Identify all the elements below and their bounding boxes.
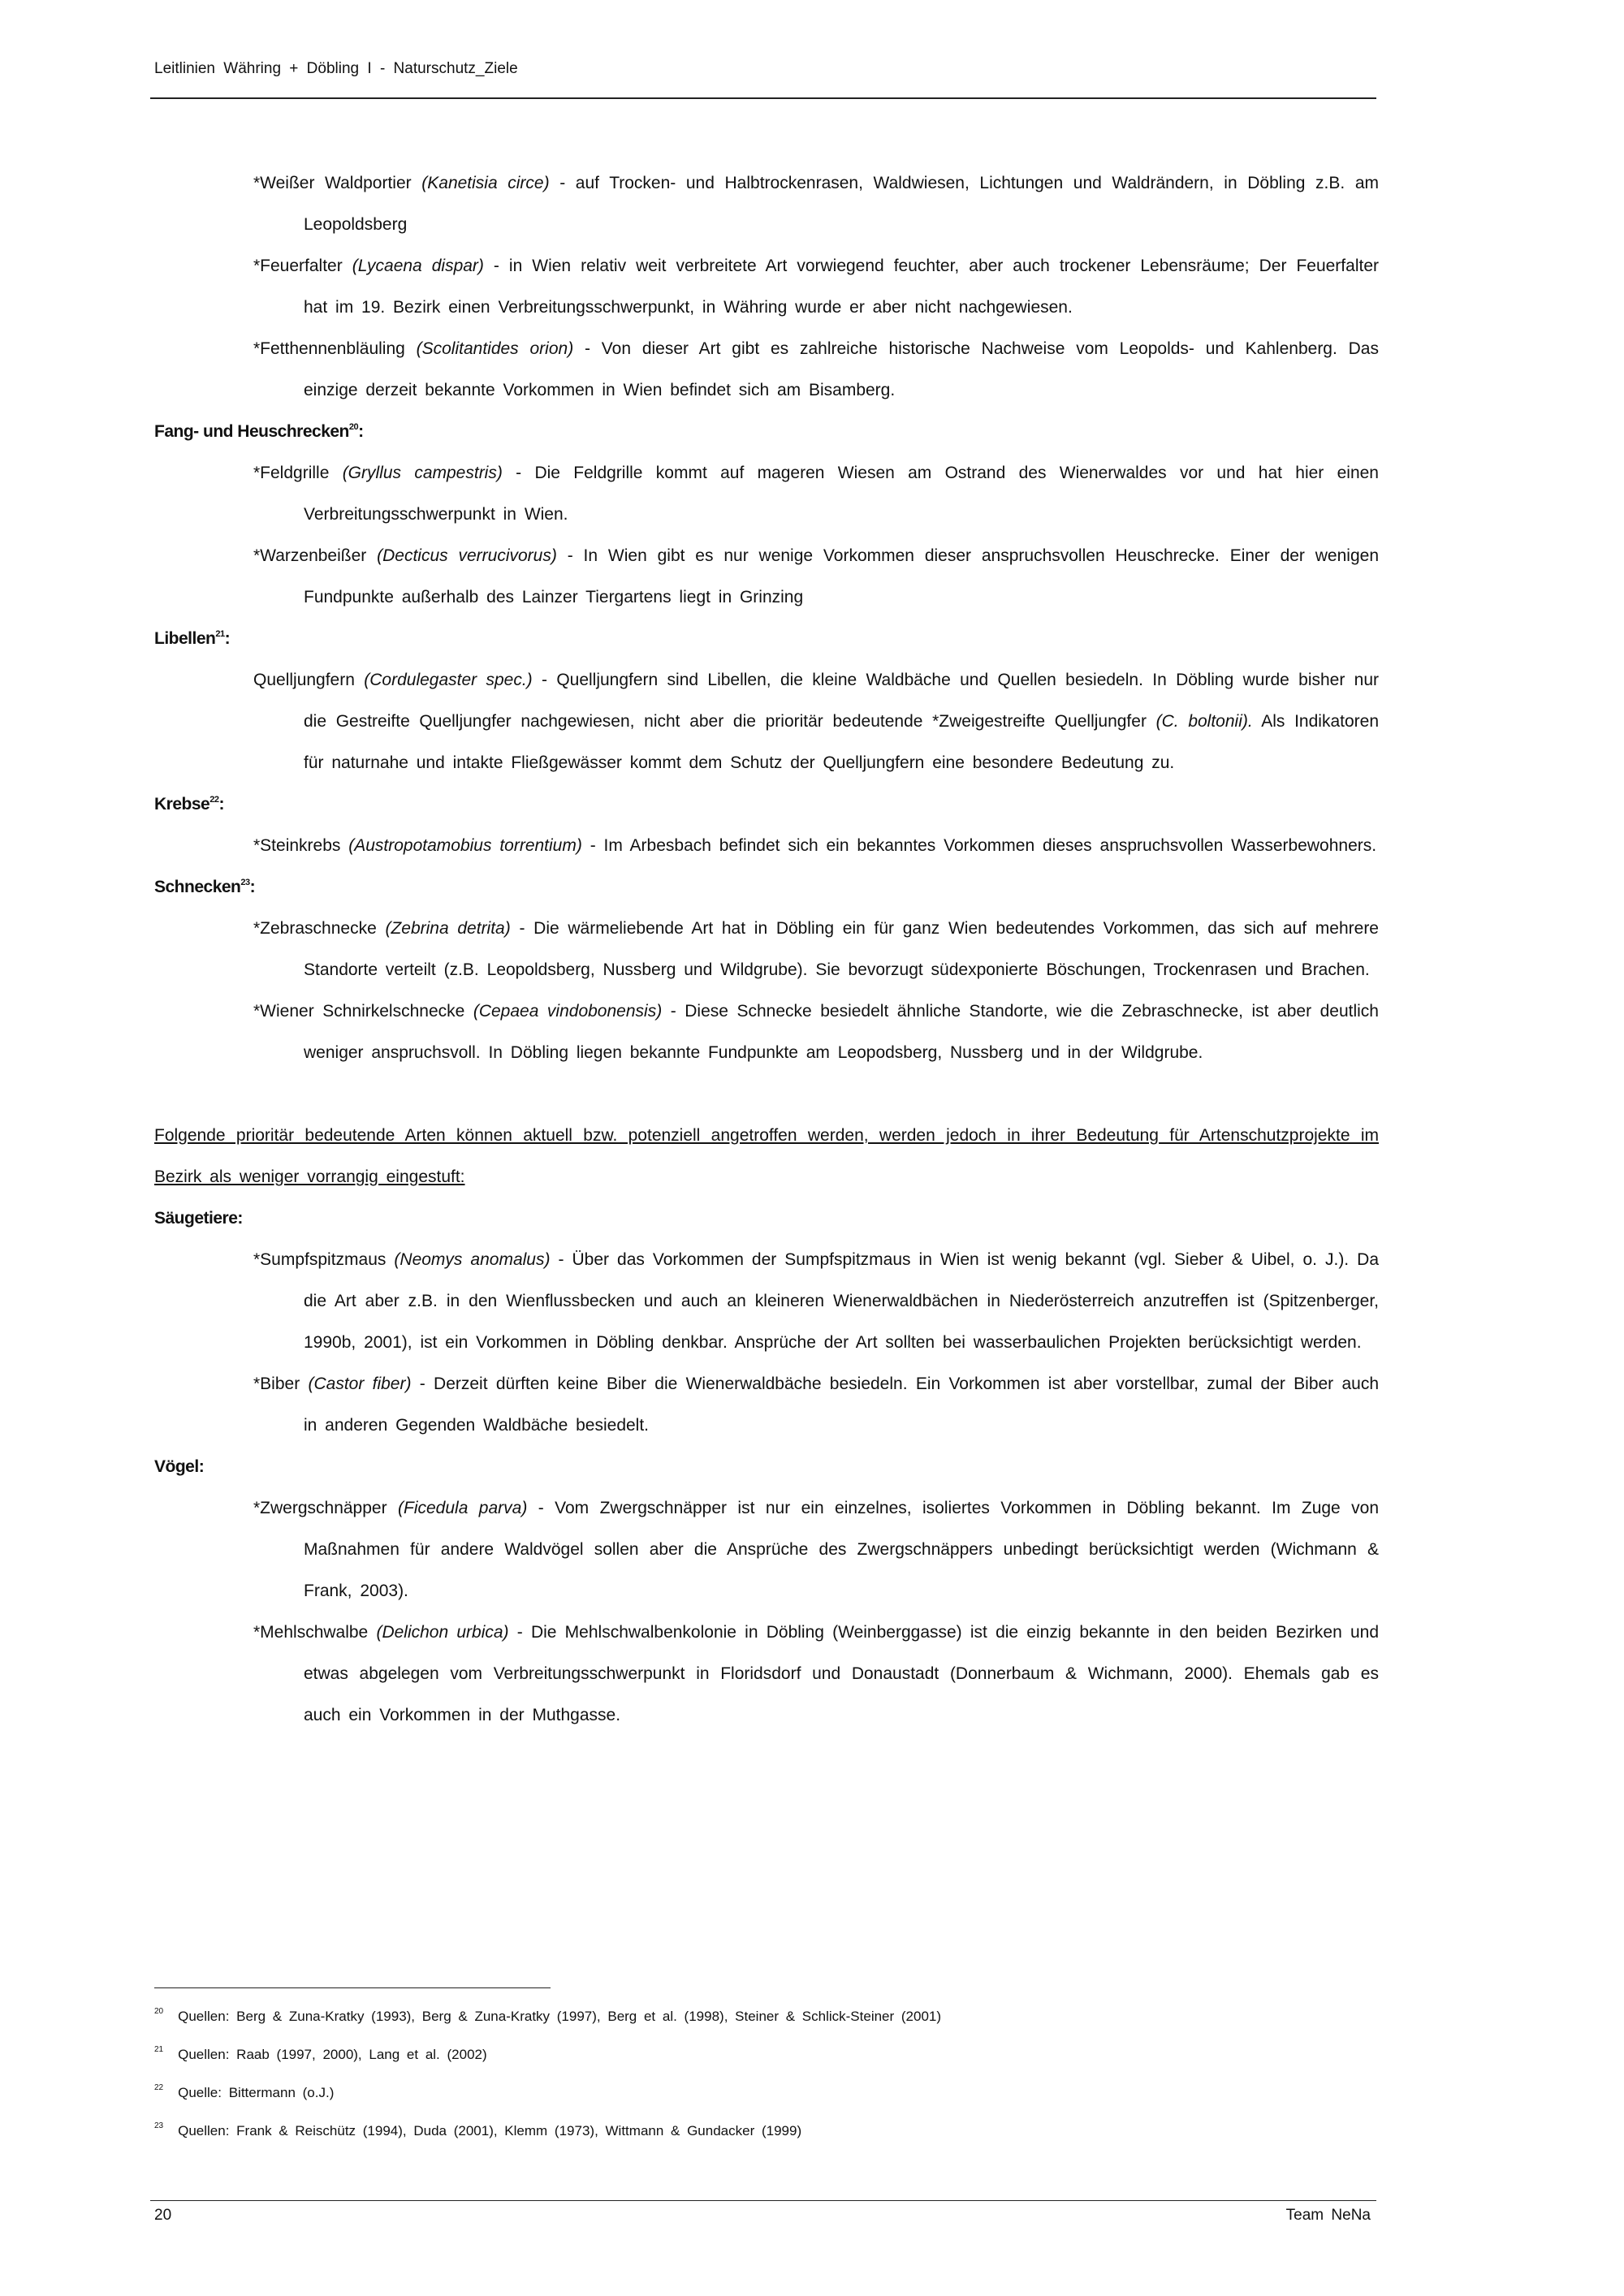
group-heading: [154, 1198, 1379, 1239]
species-description: - Die Mehlschwalbenkolonie in Döbling (Weinberggasse) ist die einzig bekannte in den beiden Bezirken und etwas abgelegen vom Verbreitungsschwerpunkt in Floridsdorf und Donaustadt (Donnerbaum & Wichmann, 2000). Ehemals gab es auch ein Vorkommen in der Muthgasse.: [304, 1623, 1379, 1724]
species-entry: [253, 1363, 1379, 1446]
species-description: - in Wien relativ weit verbreitete Art vorwiegend feuchter, aber auch trockener Lebensräume; Der Feuerfalter hat im 19. Bezirk einen Verbreitungsschwerpunkt, in Währing wurde er aber nicht nachgewiesen.: [304, 257, 1379, 317]
page-header: Leitlinien Währing + Döbling I - Naturschutz_Ziele: [154, 60, 518, 77]
species-entry: [253, 825, 1379, 866]
footnote-ref: 22: [209, 795, 219, 805]
species-description: - Die wärmeliebende Art hat in Döbling ein für ganz Wien bedeutendes Vorkommen, das sich auf mehrere Standorte verteilt (z.B. Leopoldsberg, Nussberg und Wildgrube). Sie bevorzugt südexponierte Böschungen, Trockenrasen und Brachen.: [304, 919, 1379, 979]
latin-name: (Cepaea vindobonensis): [473, 1002, 663, 1021]
latin-name: (Scolitantides orion): [416, 339, 574, 358]
species-description: - Derzeit dürften keine Biber die Wienerwaldbäche besiedeln. Ein Vorkommen ist aber vorstellbar, zumal der Biber auch in anderen Gegenden Waldbäche besiedelt.: [304, 1375, 1379, 1435]
footnote-text: Quellen: Frank & Reischütz (1994), Duda (2001), Klemm (1973), Wittmann & Gundacker (1999): [178, 2123, 802, 2138]
footnote-number: 22: [154, 2083, 164, 2092]
latin-name: (Kanetisia circe): [421, 174, 550, 192]
latin-name: (Cordulegaster spec.): [364, 671, 533, 689]
species-description: - Im Arbesbach befindet sich ein bekanntes Vorkommen dieses anspruchsvollen Wasserbewohners.: [581, 836, 1377, 855]
species-description: - Von dieser Art gibt es zahlreiche historische Nachweise vom Leopolds- und Kahlenberg. Das einzige derzeit bekannte Vorkommen in Wien befindet sich am Bisamberg.: [304, 339, 1379, 399]
species-entry: [253, 659, 1379, 783]
latin-name: (Neomys anomalus): [394, 1250, 551, 1269]
footnote-number: 20: [154, 2007, 164, 2016]
latin-name: (C. boltonii).: [1155, 712, 1253, 731]
species-name: *Weißer Waldportier: [253, 174, 422, 192]
latin-name: (Gryllus campestris): [342, 464, 503, 482]
footnote-number: 21: [154, 2045, 164, 2054]
species-name: *Fetthennenbläuling: [253, 339, 417, 358]
footer-divider: [150, 2200, 1376, 2201]
section-intro: Folgende prioritär bedeutende Arten können aktuell bzw. potenziell angetroffen werden, werden jedoch in ihrer Bedeutung für Artenschutzprojekte im Bezirk als weniger vorrangig eingestuft:: [154, 1126, 1379, 1186]
species-description: - auf Trocken- und Halbtrockenrasen, Waldwiesen, Lichtungen und Waldrändern, in Döbling z.B. am Leopoldsberg: [304, 174, 1380, 234]
footnote: [154, 2035, 1291, 2074]
header-divider: [150, 97, 1376, 99]
heading-colon: :: [249, 878, 256, 896]
latin-name: (Austropotamobius torrentium): [348, 836, 582, 855]
latin-name: (Decticus verrucivorus): [377, 546, 557, 565]
latin-name: (Zebrina detrita): [385, 919, 511, 938]
species-entry: [253, 908, 1379, 990]
species-entry: [253, 452, 1379, 535]
footnote-ref: 23: [240, 878, 250, 887]
heading-colon: :: [224, 629, 231, 648]
group-heading-text: Fang- und Heuschrecken: [154, 422, 349, 441]
footnote-ref: 21: [215, 629, 225, 639]
species-name: Quelljungfern: [253, 671, 365, 689]
footnote-text: Quellen: Raab (1997, 2000), Lang et al. (2002): [178, 2047, 487, 2062]
species-name: *Zwergschnäpper: [253, 1499, 399, 1517]
footnote: [154, 2074, 1291, 2112]
group-heading: [154, 618, 1379, 659]
heading-colon: :: [218, 795, 224, 814]
footnote-text: Quelle: Bittermann (o.J.): [178, 2085, 335, 2100]
species-name: *Wiener Schnirkelschnecke: [253, 1002, 473, 1021]
footer-team: Team NeNa: [1285, 2207, 1371, 2224]
species-name: *Sumpfspitzmaus: [253, 1250, 395, 1269]
footnote-number: 23: [154, 2121, 164, 2130]
species-description: - Über das Vorkommen der Sumpfspitzmaus in Wien ist wenig bekannt (vgl. Sieber & Uibel, o. J.). Da die Art aber z.B. in den Wienflussbecken und auch an kleineren Wienerwaldbächen in Niederösterreich anzutreffen ist (Spitzenberger, 1990b, 2001), ist ein Vorkommen in Döbling denkbar. Ansprüche der Art sollten bei wasserbaulichen Projekten berücksichtigt werden.: [304, 1250, 1379, 1352]
group-heading: [154, 411, 1379, 452]
species-name: *Steinkrebs: [253, 836, 349, 855]
species-description: Als Indikatoren für naturnahe und intakte Fließgewässer kommt dem Schutz der Quelljungfern eine besondere Bedeutung zu.: [304, 712, 1379, 772]
species-entry: [253, 245, 1379, 328]
species-entry: [253, 162, 1379, 245]
species-entry: [253, 990, 1379, 1073]
footnote-ref: 20: [348, 422, 359, 432]
group-heading-text: Schnecken: [154, 878, 241, 896]
footnote: [154, 1997, 1291, 2035]
species-name: *Feldgrille: [253, 464, 343, 482]
group-heading: [154, 866, 1379, 908]
heading-colon: :: [358, 422, 364, 441]
species-name: *Feuerfalter: [253, 257, 352, 275]
species-name: *Zebraschnecke: [253, 919, 386, 938]
species-name: *Biber: [253, 1375, 309, 1393]
species-section-priority: [154, 162, 1379, 1073]
species-entry: [253, 1612, 1379, 1736]
group-heading-text: Krebse: [154, 795, 210, 814]
species-description: - In Wien gibt es nur wenige Vorkommen dieser anspruchsvollen Heuschrecke. Einer der wenigen Fundpunkte außerhalb des Lainzer Tiergartens liegt in Grinzing: [304, 546, 1379, 606]
group-heading-text: Libellen: [154, 629, 216, 648]
species-name: *Mehlschwalbe: [253, 1623, 377, 1642]
species-description: - Vom Zwergschnäpper ist nur ein einzelnes, isoliertes Vorkommen in Döbling bekannt. Im Zuge von Maßnahmen für andere Waldvögel sollen aber die Ansprüche des Zwergschnäppers unbedingt berücksichtigt werden (Wichmann & Frank, 2003).: [304, 1499, 1380, 1600]
latin-name: (Delichon urbica): [376, 1623, 509, 1642]
footnote: [154, 2112, 1291, 2150]
group-heading-text: Vögel: [154, 1457, 199, 1476]
species-entry: [253, 1239, 1379, 1363]
heading-colon: :: [198, 1457, 205, 1476]
page-number: 20: [154, 2207, 172, 2224]
species-entry: [253, 1487, 1379, 1612]
group-heading: [154, 1446, 1379, 1487]
species-name: *Warzenbeißer: [253, 546, 378, 565]
footnote-divider: [154, 1987, 551, 1988]
latin-name: (Ficedula parva): [398, 1499, 528, 1517]
latin-name: (Lycaena dispar): [352, 257, 484, 275]
latin-name: (Castor fiber): [308, 1375, 412, 1393]
species-section-secondary: [154, 1198, 1379, 1736]
species-description: - Diese Schnecke besiedelt ähnliche Standorte, wie die Zebraschnecke, ist aber deutlich weniger anspruchsvoll. In Döbling liegen bekannte Fundpunkte am Leopodsberg, Nussberg und in der Wildgrube.: [304, 1002, 1379, 1062]
species-entry: [253, 328, 1379, 411]
species-description: - Die Feldgrille kommt auf mageren Wiesen am Ostrand des Wienerwaldes vor und hat hier einen Verbreitungsschwerpunkt in Wien.: [304, 464, 1379, 524]
footnote-text: Quellen: Berg & Zuna-Kratky (1993), Berg & Zuna-Kratky (1997), Berg et al. (1998), Steiner & Schlick-Steiner (2001): [178, 2009, 942, 2024]
footnotes: [154, 1997, 1291, 2150]
species-entry: [253, 535, 1379, 618]
group-heading: [154, 783, 1379, 825]
heading-colon: :: [237, 1209, 243, 1228]
page-content: [154, 162, 1379, 1736]
species-description: - Quelljungfern sind Libellen, die kleine Waldbäche und Quellen besiedeln. In Döbling wurde bisher nur die Gestreifte Quelljungfer nachgewiesen, nicht aber die prioritär bedeutende *Zweigestreifte Quelljungfer: [304, 671, 1380, 731]
group-heading-text: Säugetiere: [154, 1209, 238, 1228]
